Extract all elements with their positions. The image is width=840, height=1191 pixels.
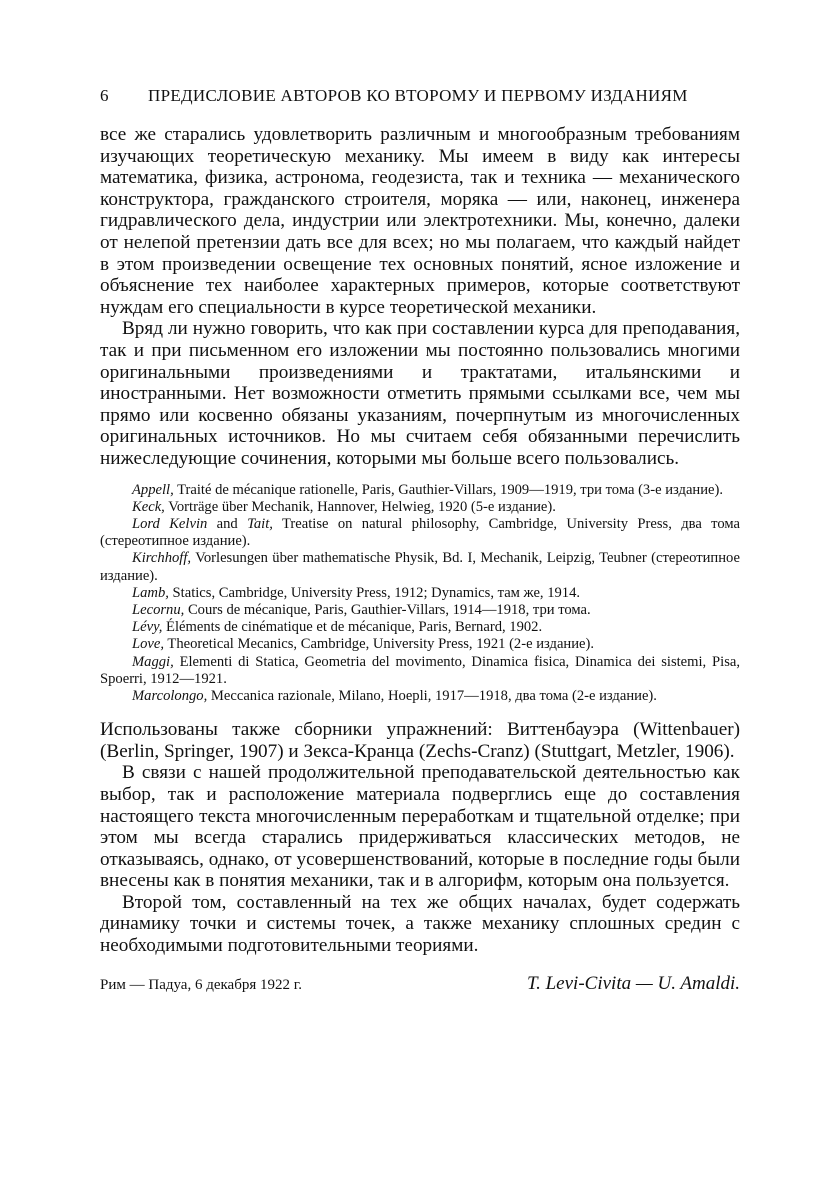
running-title: ПРЕДИСЛОВИЕ АВТОРОВ КО ВТОРОМУ И ПЕРВОМУ ИЗДАНИЯМ [148,86,688,105]
reference-item: Maggi, Elementi di Statica, Geometria del movimento, Dinamica fisica, Dinamica dei sistemi, Pisa, Spoerri, 1912—1921. [100,653,740,687]
page-header [100,86,740,106]
place-date: Рим — Падуа, 6 декабря 1922 г. [100,976,302,993]
reference-item: Lecornu, Cours de mécanique, Paris, Gauthier-Villars, 1914—1918, три тома. [132,601,591,618]
reference-item: Lamb, Statics, Cambridge, University Press, 1912; Dynamics, там же, 1914. [132,584,581,601]
reference-list [100,482,740,706]
paragraph-exercises: Использованы также сборники упражнений: Виттенбауэра (Wittenbauer) (Berlin, Springer, 1907) и Зекса-Кранца (Zechs-Cranz) (Stuttgart, Metzler, 1906). [100,719,740,762]
reference-item: Lévy, Éléments de cinématique et de mécanique, Paris, Bernard, 1902. [132,619,543,636]
reference-item: Lord Kelvin and Tait, Treatise on natural philosophy, Cambridge, University Press, два тома (стереотипное издание). [100,515,740,550]
paragraph-material: В связи с нашей продолжительной преподавательской деятельностью как выбор, так и расположение материала подверглись еще до составления настоящего текста многочисленным переработкам и тщательной отделке; при этом мы всегда старались придерживаться классических методов, не отказываясь, однако, от усовершенствований, которые в последние годы были внесены как в понятия механики, так и в алгорифм, которым она пользуется. [100,762,740,892]
reference-item: Kirchhoff, Vorlesungen über mathematische Physik, Bd. I, Mechanik, Leipzig, Teubner (стереотипное издание). [100,550,740,584]
reference-item: Marcolongo, Meccanica razionale, Milano, Hoepli, 1917—1918, два тома (2-е издание). [132,687,657,704]
paragraph-continuation: все же старались удовлетворить различным и многообразным требованиям изучающих теоретическую механику. Мы имеем в виду как интересы математика, физика, астронома, геодезиста, так и техника — механического конструктора, гражданского строителя, моряка — или, наконец, инженера гидравлического дела, индустрии или электротехники. Мы, конечно, далеки от нелепой претензии дать все для всех; но мы полагаем, что каждый найдет в этом произведении освещение тех основных понятий, ясное изложение и объяснение тех наиболее характерных примеров, которые соответствуют нуждам его специальности в курсе теоретической механики. [100,124,740,318]
authors-signature: T. Levi-Civita — U. Amaldi. [526,972,740,994]
reference-item: Love, Theoretical Mecanics, Cambridge, University Press, 1921 (2-е издание). [132,636,595,653]
signature-line [100,973,740,995]
reference-item: Keck, Vorträge über Mechanik, Hannover, Helwieg, 1920 (5-е издание). [132,498,556,515]
page-number: 6 [100,86,109,105]
paragraph-sources: Вряд ли нужно говорить, что как при составлении курса для преподавания, так и при письменном его изложении мы постоянно пользовались многими оригинальными произведениями и трактатами, итальянскими и иностранными. Нет возможности отметить прямыми ссылками все, чем мы прямо или косвенно обязаны указаниям, почерпнутым из многочисленных оригинальных источников. Но мы считаем себя обязанными перечислить нижеследующие сочинения, которыми мы больше всего пользовались. [100,318,740,469]
paragraph-second-volume: Второй том, составленный на тех же общих началах, будет содержать динамику точки и системы точек, а также механику сплошных средин с необходимыми подготовительными теориями. [100,891,740,957]
page [100,86,740,995]
reference-item: Appell, Traité de mécanique rationelle, Paris, Gauthier-Villars, 1909—1919, три тома (3-е издание). [132,481,724,498]
